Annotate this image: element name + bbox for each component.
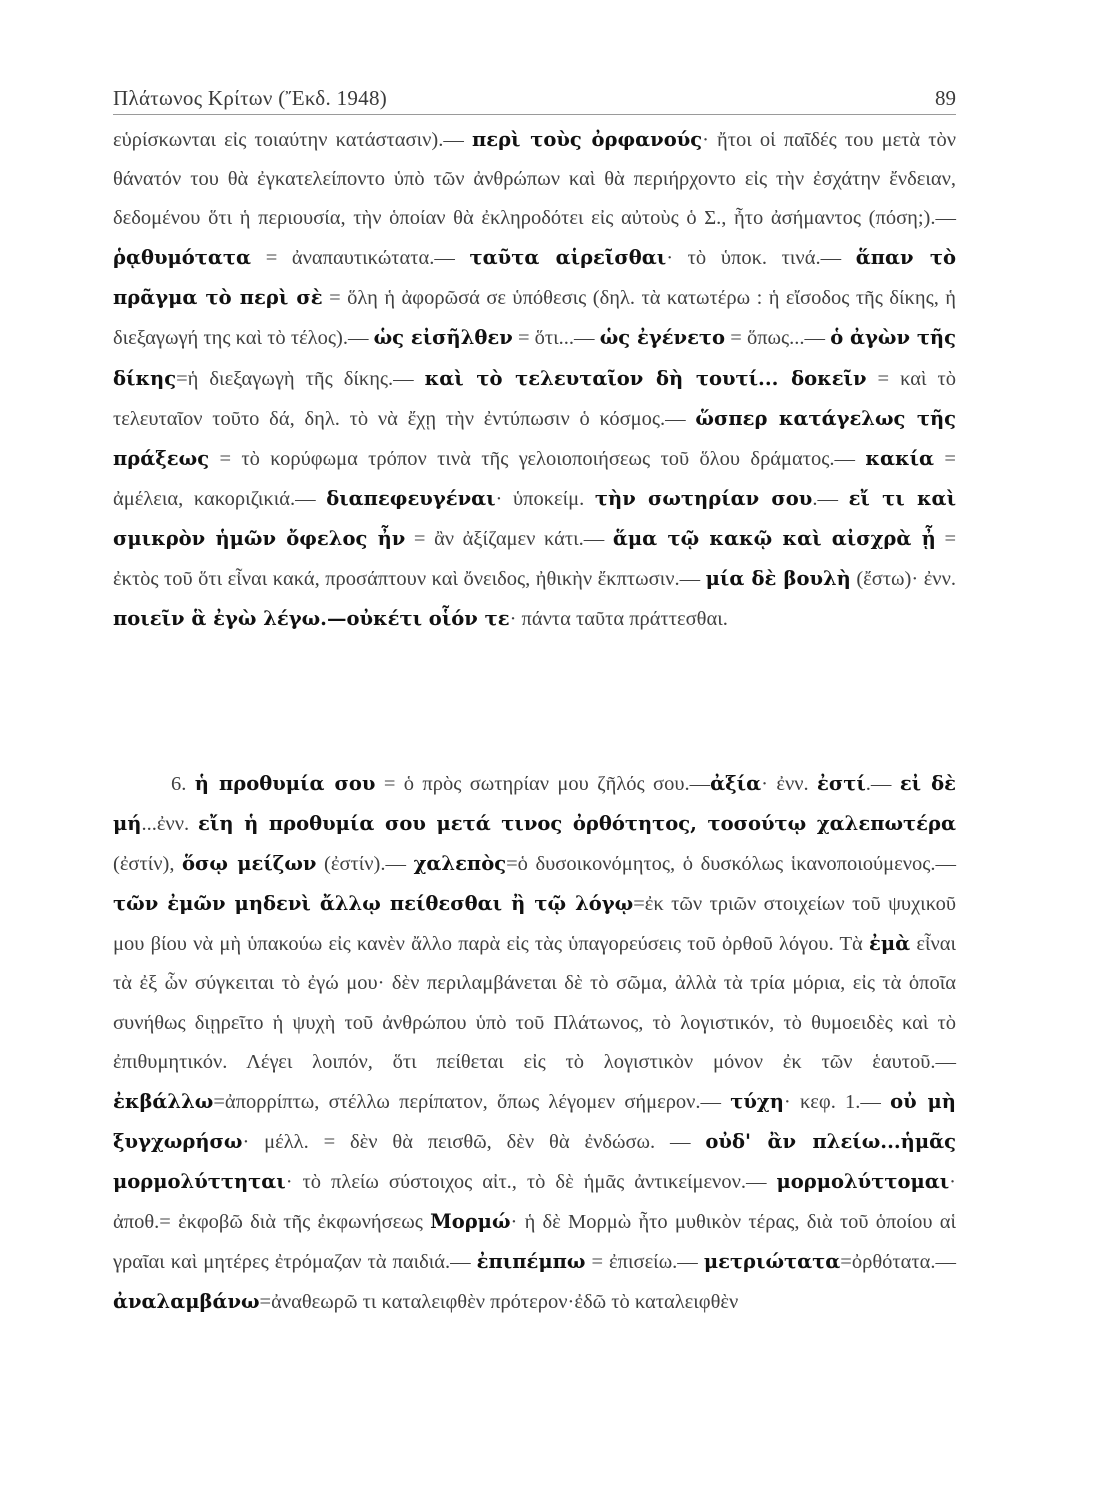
gloss-text: =ἀναθεωρῶ τι καταλειφθὲν πρότερον·ἐδῶ τὸ καταλειφθὲν xyxy=(259,1291,739,1314)
lemma: ἐπιπέμπω xyxy=(476,1250,586,1274)
lemma: ἡ προθυμία σου xyxy=(194,772,376,795)
lemma: διαπεφευγέναι xyxy=(326,486,496,510)
gloss-text: = ἐκτὸς τοῦ ὅτι εἶναι κακά, προσάπτουν καὶ ὄνειδος, ἠθικὴν ἔκπτωσιν.— xyxy=(113,527,957,591)
lemma: μορμολύττομαι xyxy=(776,1169,950,1193)
gloss-text: = ὅπως...— xyxy=(725,327,831,350)
gloss-text: .— xyxy=(865,773,900,795)
lemma: μετριώτατα xyxy=(703,1250,841,1274)
gloss-text: εὑρίσκωνται εἰς τοιαύτην κατάστασιν).— xyxy=(113,129,472,151)
lemma: εἴ τι καὶ σμικρὸν ἡμῶν ὄφελος ἦν xyxy=(113,486,957,550)
lemma: ἐκβάλλω xyxy=(113,1089,214,1113)
lemma: ὥσπερ κατάγελως τῆς πράξεως xyxy=(113,406,956,470)
lemma: ποιεῖν ἃ ἐγὼ λέγω.—οὐκέτι οἷόν τε xyxy=(113,607,510,631)
lemma: οὐδ' ἂν πλείω...ἡμᾶς μορμολύττηται xyxy=(113,1129,957,1193)
lemma: χαλεπὸς xyxy=(413,852,507,876)
gloss-text: · ὑποκείμ. xyxy=(495,487,595,510)
gloss-text: (ἐστίν).— xyxy=(316,853,414,876)
gloss-text: · μέλλ. = δὲν θὰ πεισθῶ, δὲν θὰ ἐνδώσω. — xyxy=(242,1130,706,1153)
gloss-text: = ἂν ἀξίζαμεν κάτι.— xyxy=(405,527,613,550)
gloss-text: = ὁ πρὸς σωτηρίαν μου ζῆλός σου.— xyxy=(375,773,711,795)
header-rule xyxy=(113,114,956,115)
lemma: οὐ μὴ ξυγχωρήσω xyxy=(113,1089,956,1153)
gloss-text: = ἐπισείω.— xyxy=(585,1251,704,1274)
running-header xyxy=(113,78,956,118)
page-number: 89 xyxy=(935,86,956,110)
lemma: εἴη ἡ προθυμία σου μετά τινος ὀρθότητος, τοσούτῳ χαλεπωτέρα xyxy=(198,812,956,836)
lemma: ὅσῳ μείζων xyxy=(182,852,317,876)
paragraph-commentary-6 xyxy=(113,764,956,1322)
gloss-text: = ὅλη ἡ ἀφορῶσά σε ὑπόθεσις (δηλ. τὰ κατωτέρω : ἡ εἴσοδος τῆς δίκης, ἡ διεξαγωγή της καὶ τὸ τέλος).— xyxy=(113,287,957,350)
lemma: καὶ τὸ τελευταῖον δὴ τουτί... δοκεῖν xyxy=(424,366,867,390)
running-title: Πλάτωνος Κρίτων (Ἔκδ. 1948) xyxy=(113,86,388,110)
lemma: μία δὲ βουλὴ xyxy=(705,567,851,591)
lemma: ὡς ἐγένετο xyxy=(599,326,726,350)
gloss-text: 6. xyxy=(171,773,195,795)
lemma: τῶν ἐμῶν μηδενὶ ἄλλῳ πείθεσθαι ἢ τῷ λόγῳ xyxy=(113,892,634,916)
lemma: ὁ ἀγὼν τῆς δίκης xyxy=(113,326,956,390)
lemma: ἀξία xyxy=(710,772,762,795)
gloss-text: =ἀπορρίπτω, στέλλω περίπατον, ὅπως λέγομεν σήμερον.— xyxy=(213,1090,731,1113)
lemma: ἐστί xyxy=(817,772,866,795)
lemma: ἀναλαμβάνω xyxy=(113,1290,260,1314)
gloss-text: = ὅτι...— xyxy=(512,327,600,350)
gloss-text: .— xyxy=(812,487,849,510)
gloss-text: εἶναι τὰ ἐξ ὧν σύγκειται τὸ ἐγώ μου· δὲν περιλαμβάνεται δὲ τὸ σῶμα, ἀλλὰ τὰ τρία μόρια, εἰς τὰ ὁποῖα συνήθως διῃρεῖτο ἡ ψυχὴ τοῦ ἀνθρώπου ὑπὸ τοῦ Πλάτωνος, τὸ λογιστικόν, τὸ θυμοειδὲς καὶ τὸ ἐπιθυμητικόν. Λέγει λοιπόν, ὅτι πείθεται εἰς τὸ λογιστικὸν μόνον ἐκ τῶν ἑαυτοῦ.— xyxy=(113,933,956,1073)
paragraph-commentary-1 xyxy=(113,120,956,639)
gloss-text: ...ἐνν. xyxy=(141,813,199,836)
gloss-text: = τὸ κορύφωμα τρόπον τινὰ τῆς γελοιοποιήσεως τοῦ ὅλου δράματος.— xyxy=(209,447,866,470)
lemma: ἐμὰ xyxy=(869,932,911,956)
lemma: Μορμώ xyxy=(430,1210,511,1234)
lemma: εἰ δὲ μή xyxy=(113,772,957,836)
gloss-text: (ἔστω)· ἐνν. xyxy=(850,568,956,591)
lemma: κακία xyxy=(865,446,935,470)
gloss-text: = ἀμέλεια, κακοριζικιά.— xyxy=(113,447,956,510)
gloss-text: (ἐστίν), xyxy=(113,853,183,876)
gloss-text: · κεφ. 1.— xyxy=(783,1090,891,1113)
gloss-text: =ἐκ τῶν τριῶν στοιχείων τοῦ ψυχικοῦ μου βίου νὰ μὴ ὑπακούω εἰς κανὲν ἄλλο παρὰ εἰς τὰς ὑπαγορεύσεις τοῦ ὀρθοῦ λόγου. Τὰ xyxy=(113,893,956,956)
gloss-text: =ἡ διεξαγωγὴ τῆς δίκης.— xyxy=(176,367,425,390)
gloss-text: = καὶ τὸ τελευταῖον τοῦτο δά, δηλ. τὸ νὰ ἔχῃ τὴν ἐντύπωσιν ὁ κόσμος.— xyxy=(113,367,956,430)
gloss-text: =ὁ δυσοικονόμητος, ὁ δυσκόλως ἱκανοποιούμενος.— xyxy=(506,853,956,876)
lemma: ὡς εἰσῆλθεν xyxy=(373,326,513,350)
gloss-text: · ἤτοι οἱ παῖδές του μετὰ τὸν θάνατόν του θὰ ἐγκατελείποντο ὑπὸ τῶν ἀνθρώπων καὶ θὰ περιήρχοντο εἰς τὴν ἐσχάτην ἔνδειαν, δεδομένου ὅτι ἡ περιουσία, τὴν ὁποίαν θὰ ἐκληροδότει εἰς αὐτοὺς ὁ Σ., ἦτο ἀσήμαντος (πόση;).— xyxy=(113,129,957,230)
gloss-text: · πάντα ταῦτα πράττεσθαι. xyxy=(509,608,728,631)
gloss-text: · τὸ ὑποκ. τινά.— xyxy=(666,247,856,270)
gloss-text: · ἐνν. xyxy=(761,773,817,795)
lemma: τύχη xyxy=(730,1089,784,1113)
lemma: τὴν σωτηρίαν σου xyxy=(594,486,813,510)
lemma: ῥᾳθυμότατα xyxy=(113,246,252,270)
lemma: περὶ τοὺς ὀρφανούς xyxy=(471,128,703,151)
lemma: ταῦτα αἱρεῖσθαι xyxy=(469,246,667,270)
gloss-text: =ὀρθότατα.— xyxy=(840,1251,956,1274)
gloss-text: = ἀναπαυτικώτατα.— xyxy=(251,247,470,270)
lemma: ἅπαν τὸ πρᾶγμα τὸ περὶ σὲ xyxy=(113,246,956,310)
lemma: ἅμα τῷ κακῷ καὶ αἰσχρὰ ᾖ xyxy=(612,526,936,550)
gloss-text: · ἡ δὲ Μορμὼ ἦτο μυθικὸν τέρας, διὰ τοῦ ὁποίου αἱ γραῖαι καὶ μητέρες ἐτρόμαζαν τὰ παιδιά.— xyxy=(113,1211,956,1274)
gloss-text: · ἀποθ.= ἐκφοβῶ διὰ τῆς ἐκφωνήσεως xyxy=(113,1170,956,1234)
gloss-text: · τὸ πλείω σύστοιχος αἰτ., τὸ δὲ ἡμᾶς ἀντικείμενον.— xyxy=(285,1170,777,1193)
